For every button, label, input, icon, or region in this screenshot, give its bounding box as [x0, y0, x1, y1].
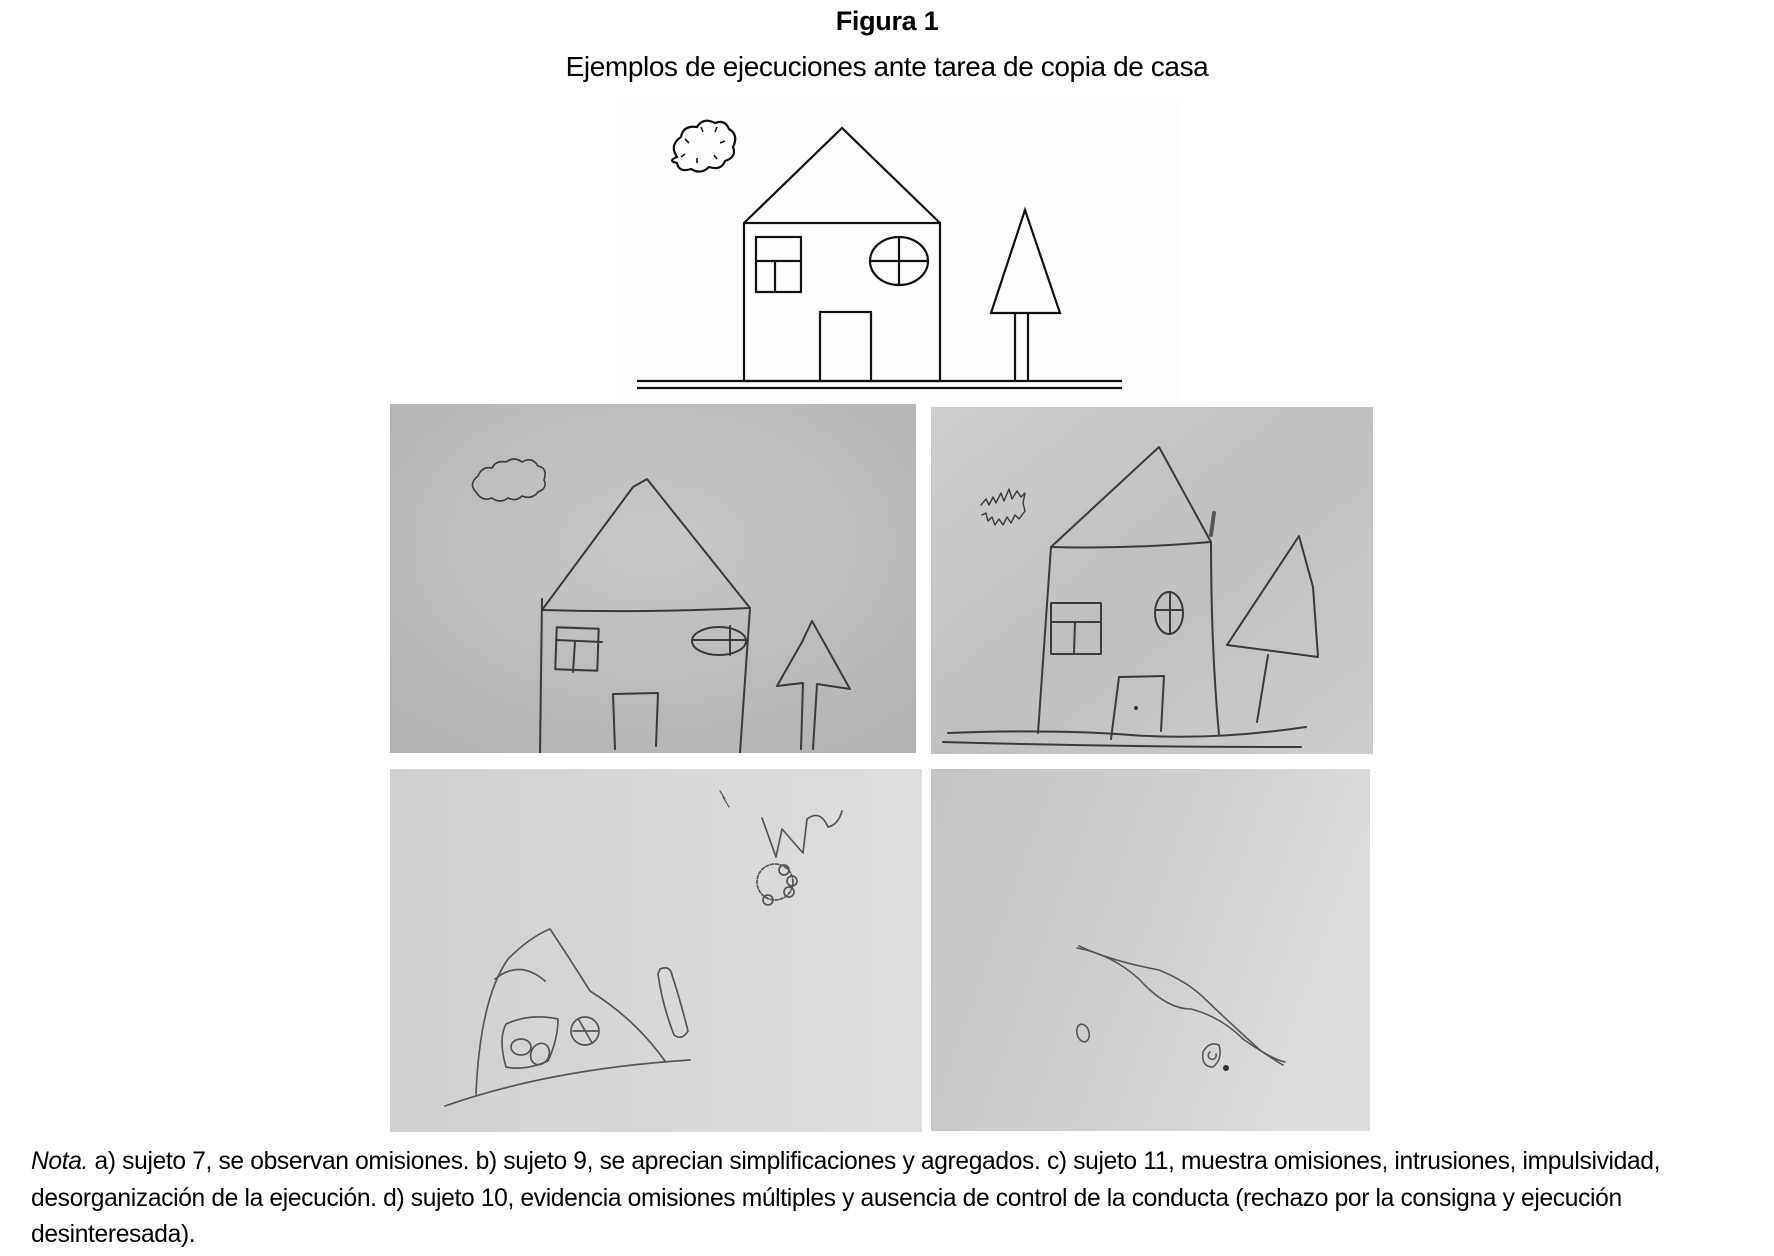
model-house-svg — [617, 97, 1181, 400]
panel-d-drawing — [931, 769, 1370, 1131]
figure-label: Figura 1 — [835, 6, 939, 36]
panel-d-subject-10 — [931, 769, 1370, 1131]
door — [820, 312, 871, 381]
panel-a-subject-7 — [390, 404, 916, 753]
square-window — [756, 237, 801, 292]
tree-crown — [991, 210, 1060, 313]
panel-c-subject-11 — [390, 769, 922, 1132]
model-house-drawing — [617, 97, 1181, 400]
figure-title: Ejemplos de ejecuciones ante tarea de copia de casa — [565, 51, 1209, 82]
cloud-icon — [672, 121, 735, 172]
panel-c-drawing — [390, 769, 922, 1132]
roof — [744, 128, 940, 223]
nota-label: Nota. — [31, 1148, 89, 1175]
panel-b-subject-9 — [931, 407, 1373, 754]
figure-caption — [31, 1144, 1751, 1254]
dot — [1223, 1065, 1229, 1071]
door-knob — [1134, 706, 1138, 710]
panel-a-drawing — [390, 404, 916, 753]
caption-text: a) sujeto 7, se observan omisiones. b) sujeto 9, se aprecian simplificaciones y agregados. c) sujeto 11, muestra omisiones, intrusiones, impulsividad, desorganización de la ejecución. d) sujeto 10, evidencia omisiones múltiples y ausencia de control de la conducta (rechazo por la consigna y ejecución desinteresada). — [31, 1148, 1661, 1248]
panel-b-drawing — [931, 407, 1373, 754]
house-body — [744, 223, 940, 381]
